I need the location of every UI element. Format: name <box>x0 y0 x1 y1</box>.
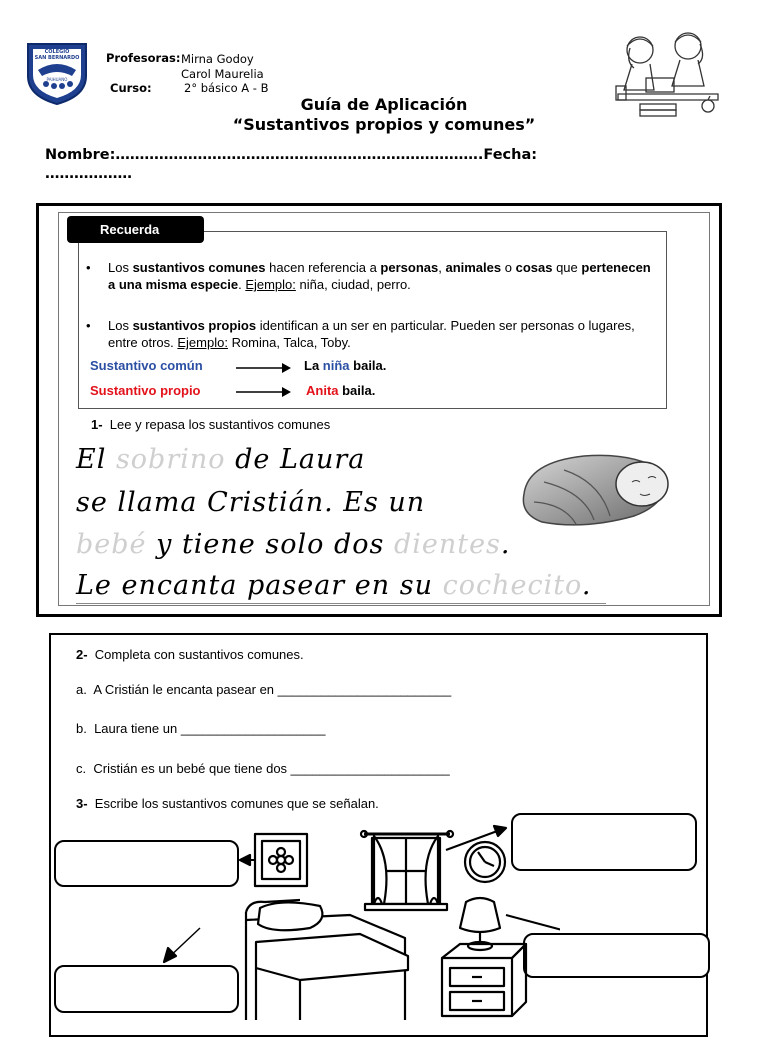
text: o <box>501 260 516 275</box>
text: , <box>438 260 446 275</box>
exercise-2-instruction <box>76 647 304 662</box>
bullet-proper-nouns <box>86 317 658 351</box>
text: Lee y repasa los sustantivos comunes <box>109 417 331 432</box>
text: Laura tiene un <box>94 721 178 736</box>
text: Cristián es un bebé que tiene dos <box>93 761 288 776</box>
tracing-line-2 <box>76 487 425 518</box>
term-common-nouns: sustantivos comunes <box>132 260 266 275</box>
page-title: Guía de Aplicación <box>300 95 468 114</box>
text: Los <box>108 318 133 333</box>
recuerda-tab: Recuerda <box>67 216 204 243</box>
text: El <box>76 444 116 475</box>
text: baila. <box>349 358 387 373</box>
proper-noun-example: Anita <box>306 383 339 398</box>
tracing-baseline <box>76 603 606 604</box>
name-date-line[interactable]: Nombre:………………………………………………………………….Fecha: <box>45 147 538 163</box>
exercise-number: 1- <box>91 417 103 432</box>
students-illustration <box>610 28 726 120</box>
example-proper-sentence <box>306 383 375 398</box>
item-letter: b. <box>76 721 87 736</box>
trace-word[interactable]: sobrino <box>115 444 226 475</box>
teacher-2: Carol Maurelia <box>181 67 264 81</box>
logo-text-bottom: PAIHUANO <box>46 77 68 82</box>
swaddled-baby-image <box>514 442 674 528</box>
term: animales <box>445 260 502 275</box>
example-proper-label: Sustantivo propio <box>90 383 201 398</box>
text: y tiene solo dos <box>146 529 394 560</box>
date-dots[interactable]: ……………… <box>45 166 132 182</box>
text: hacen referencia a <box>265 260 381 275</box>
item-letter: c. <box>76 761 87 776</box>
exercise-2-item-a <box>76 682 451 697</box>
text: de Laura <box>225 444 366 475</box>
logo-text-name: SAN BERNARDO <box>34 55 80 61</box>
page-subtitle: “Sustantivos propios y comunes” <box>232 115 536 134</box>
term: cosas <box>515 260 553 275</box>
exercise-2-item-b <box>76 721 325 736</box>
answer-blank-c[interactable]: ______________________ <box>290 761 450 776</box>
bullet-dot-icon: • <box>86 318 91 333</box>
bedroom-illustration <box>160 820 560 1020</box>
arrow-right-icon <box>236 362 292 374</box>
example-label: Ejemplo: <box>177 335 228 350</box>
example-label: Ejemplo: <box>245 277 296 292</box>
text: Le encanta pasear en su <box>76 570 443 601</box>
text: . <box>238 277 246 292</box>
exercise-number: 3- <box>76 796 88 811</box>
common-noun-example: niña <box>322 358 350 373</box>
tracing-line-4 <box>76 570 591 601</box>
trace-word[interactable]: dientes <box>393 529 501 560</box>
teacher-1: Mirna Godoy <box>181 52 254 66</box>
answer-blank-a[interactable]: ________________________ <box>277 682 452 697</box>
example-common-label: Sustantivo común <box>90 358 203 373</box>
text: se llama Cristián. Es un <box>76 487 426 518</box>
logo-text-top: COLEGIO <box>44 49 70 55</box>
text: . <box>500 529 511 560</box>
text: Completa con sustantivos comunes. <box>94 647 304 662</box>
text: . <box>581 570 592 601</box>
course-label: Curso: <box>110 81 152 95</box>
example-common-sentence <box>304 358 386 373</box>
exercise-1-instruction <box>91 417 330 432</box>
text: niña, ciudad, perro. <box>295 277 411 292</box>
text: Los <box>108 260 133 275</box>
item-letter: a. <box>76 682 87 697</box>
course-value: 2° básico A - B <box>184 81 269 95</box>
text: Romina, Talca, Toby. <box>227 335 351 350</box>
exercise-number: 2- <box>76 647 88 662</box>
answer-blank-b[interactable]: ____________________ <box>180 721 326 736</box>
trace-word[interactable]: cochecito <box>442 570 582 601</box>
exercise-2-item-c <box>76 761 450 776</box>
bullet-common-nouns <box>86 259 658 293</box>
text: A Cristián le encanta pasear en <box>93 682 275 697</box>
trace-word[interactable]: bebé <box>76 529 147 560</box>
term-proper-nouns: sustantivos propios <box>132 318 257 333</box>
text: La <box>304 358 323 373</box>
text: Escribe los sustantivos comunes que se señalan. <box>94 796 379 811</box>
tracing-line-3 <box>76 529 511 560</box>
bullet-dot-icon: • <box>86 260 91 275</box>
arrow-right-icon <box>236 386 292 398</box>
tracing-line-1 <box>76 444 365 475</box>
term: pertenecen a una misma especie <box>108 260 651 292</box>
exercise-3-instruction <box>76 796 379 811</box>
text: baila. <box>338 383 376 398</box>
text: identifican a un ser en particular. Pueden ser personas o lugares, entre otros. <box>108 318 635 350</box>
term: personas <box>380 260 439 275</box>
teachers-label: Profesoras: <box>106 51 181 65</box>
text: que <box>552 260 582 275</box>
